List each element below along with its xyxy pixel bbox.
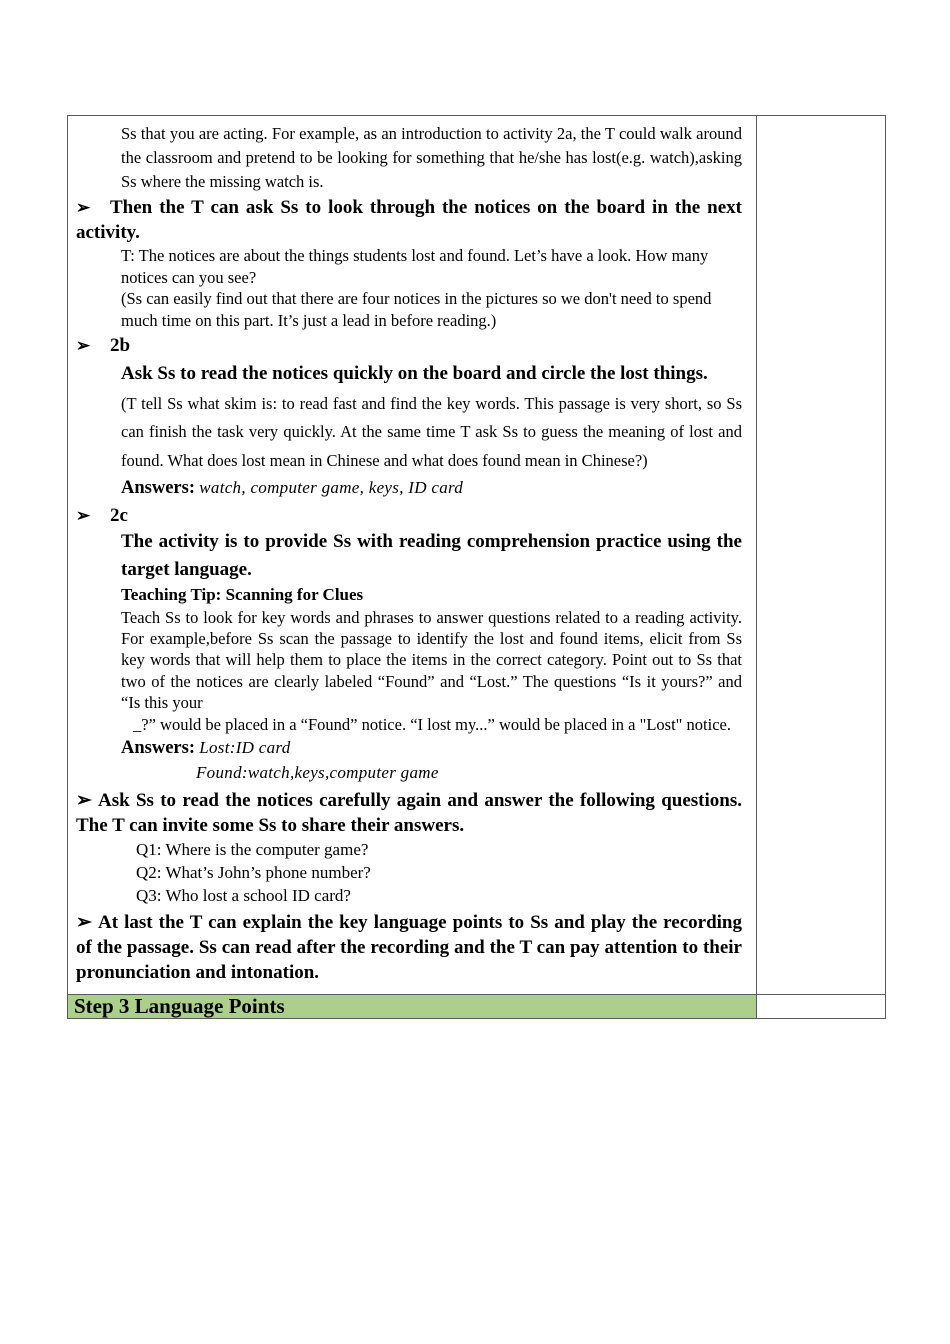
- section-label-2b: [76, 333, 742, 358]
- side-notes-cell: [757, 116, 886, 995]
- intro-paragraph: Ss that you are acting. For example, as an introduction to activity 2a, the T could walk around the classroom and pretend to be looking for something that he/she has lost(e.g. watch),asking Ss where the missing watch is.: [121, 124, 742, 191]
- section-2b-label: 2b: [110, 335, 131, 357]
- main-content-body: [68, 116, 756, 994]
- step3-title: Step 3 Language Points: [74, 993, 285, 1018]
- section-2c-heading: The activity is to provide Ss with reading comprehension practice using the target language.: [121, 531, 742, 581]
- arrow-bullet-icon: ➢: [76, 336, 91, 356]
- question-item: Q2: What’s John’s phone number?: [136, 863, 371, 882]
- arrow-bullet-icon: ➢: [76, 789, 92, 811]
- answers-value-lost: Lost:ID card: [199, 738, 291, 758]
- answers-value-found: Found:watch,keys,computer game: [196, 763, 439, 783]
- heading-then-the-t-label: Then the T can ask Ss to look through the notices on the board in the next activity.: [76, 197, 742, 244]
- section-2b-note: (T tell Ss what skim is: to read fast and find the key words. This passage is very short, so Ss can finish the task very quickly. At the same time T ask Ss to guess the meaning of lost and found. What does lost mean in Chinese and what does found mean in Chinese?): [121, 393, 742, 470]
- section-2b-heading: Ask Ss to read the notices quickly on the board and circle the lost things.: [121, 363, 708, 385]
- answers-value: watch, computer game, keys, ID card: [199, 477, 464, 497]
- teaching-tip-body-2: _?” would be placed in a “Found” notice. “I lost my...” would be placed in a "Lost" notice.: [133, 714, 731, 734]
- heading-at-last: [76, 910, 742, 985]
- step3-side-cell: [757, 994, 886, 1018]
- side-notes-content: [757, 116, 885, 117]
- section-label-2c: [76, 503, 742, 528]
- teacher-line-1: T: The notices are about the things students lost and found. Let’s have a look. How many notices can you see?: [121, 246, 709, 287]
- question-item: Q1: Where is the computer game?: [136, 839, 369, 859]
- arrow-bullet-icon: ➢: [76, 198, 91, 218]
- question-item: Q3: Who lost a school ID card?: [136, 886, 351, 906]
- heading-then-the-t: [76, 195, 742, 245]
- arrow-bullet-icon: ➢: [76, 506, 91, 526]
- teaching-tip-heading: Teaching Tip: Scanning for Clues: [121, 585, 364, 605]
- table-row-content: [68, 116, 886, 995]
- table-row-step3: [68, 994, 886, 1018]
- section-2c-label: 2c: [110, 505, 128, 527]
- lesson-plan-table: [67, 115, 886, 1019]
- teacher-line-2: (Ss can easily find out that there are four notices in the pictures so we don't need to spend much time on this part. It’s just a lead in before reading.): [121, 289, 712, 330]
- section-2c-answers: [121, 735, 748, 761]
- main-content-cell: [68, 116, 757, 995]
- teaching-tip-body-1: Teach Ss to look for key words and phrases to answer questions related to a reading activity. For example,before Ss scan the passage to identify the lost and found items, elicit from Ss key words that will help them to place the items in the correct category. Point out to Ss that two of the notices are clearly labeled “Found” and “Lost.” The questions “Is it yours?” and “Is this your: [121, 607, 742, 713]
- heading-at-last-label: At last the T can explain the key language points to Ss and play the recording of the passage. Ss can read after the recording and the T can pay attention to their pronunciation and intonation.: [76, 911, 742, 983]
- step3-heading-cell: [68, 994, 757, 1018]
- answers-label: Answers:: [121, 477, 195, 498]
- answers-label: Answers:: [121, 738, 195, 759]
- heading-ask-again-label: Ask Ss to read the notices carefully again and answer the following questions. The T can invite some Ss to share their answers.: [76, 789, 742, 836]
- step3-side-content: [757, 995, 885, 996]
- arrow-bullet-icon: ➢: [76, 911, 92, 933]
- section-2b-answers: [121, 475, 748, 501]
- heading-ask-again: [76, 788, 742, 838]
